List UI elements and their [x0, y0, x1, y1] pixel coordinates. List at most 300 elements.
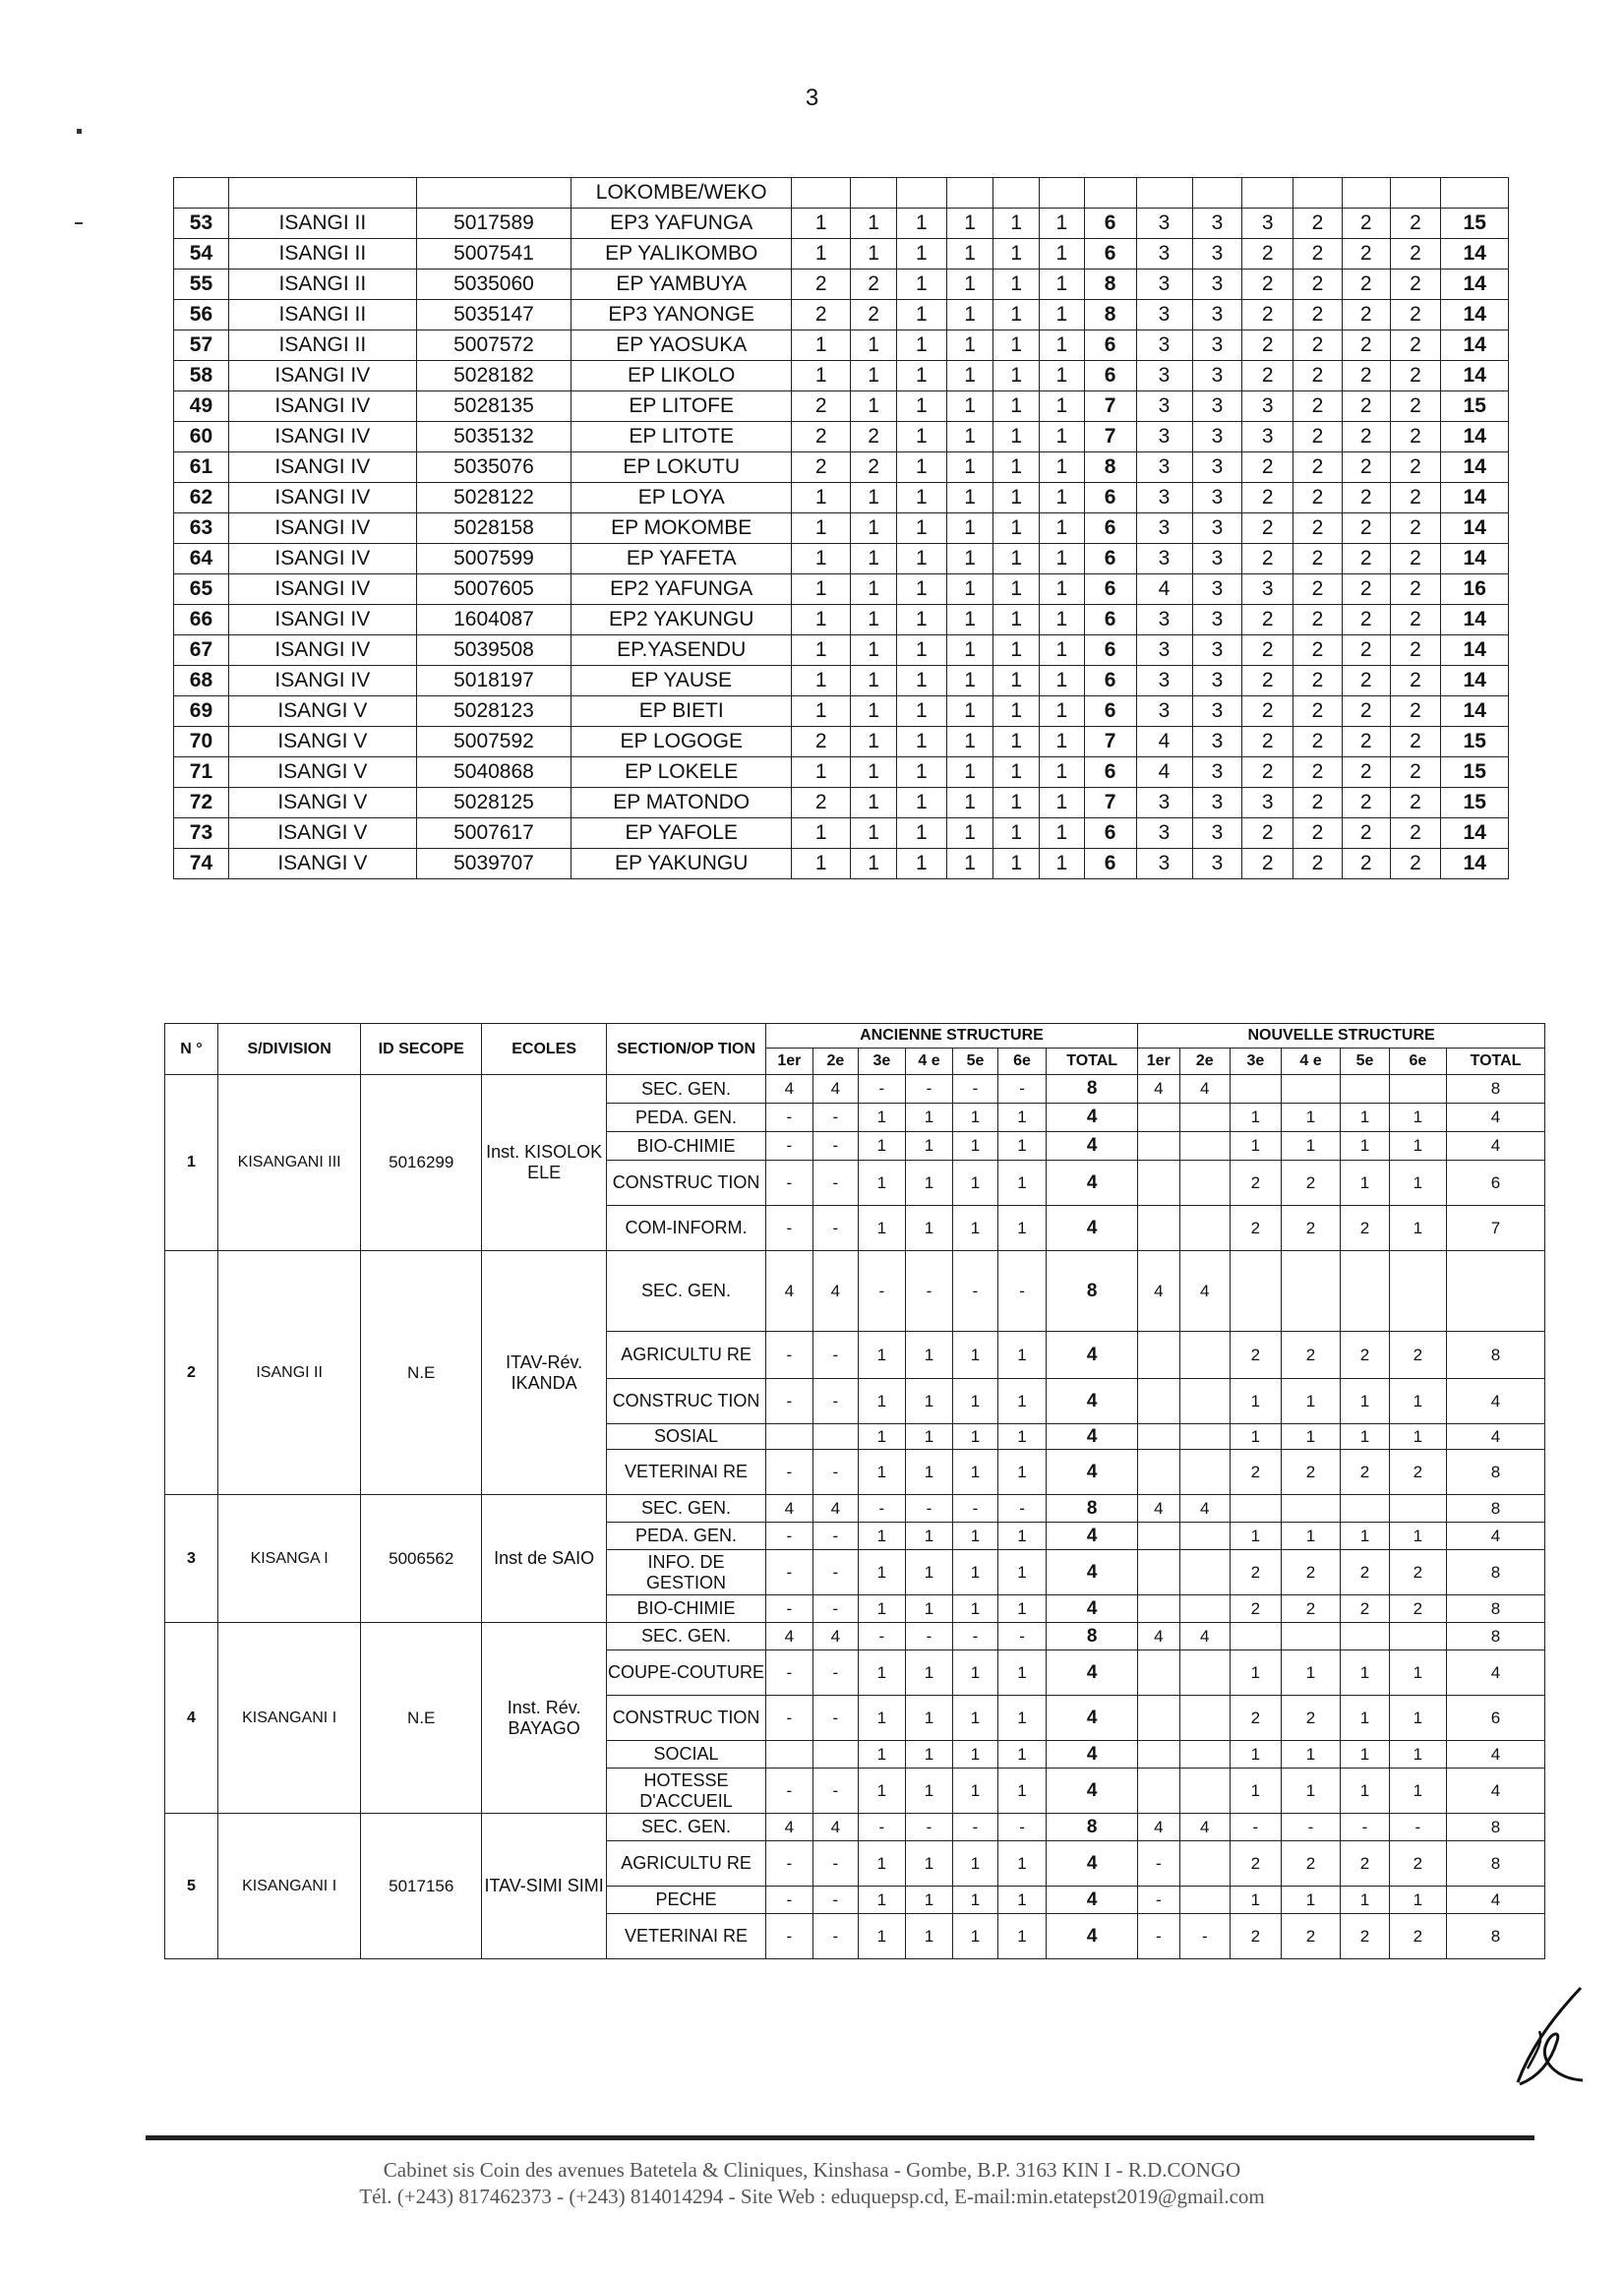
subheader-nouvelle-6: 6e [1389, 1049, 1446, 1075]
anc-total-cell: 7 [1084, 391, 1136, 422]
nouv-3-cell: 2 [1242, 452, 1293, 483]
nouvelle-value [1179, 1887, 1231, 1914]
ancienne-value: - [997, 1623, 1046, 1650]
nouv-2-cell: 3 [1192, 666, 1242, 696]
nouvelle-value: 1 [1341, 1379, 1389, 1424]
sub-division-cell: ISANGI IV [228, 574, 416, 605]
id-secope-cell: 5028182 [416, 361, 571, 391]
anc-total-cell: 6 [1084, 757, 1136, 788]
nouv-2-cell: 3 [1192, 574, 1242, 605]
ancienne-value: - [765, 1104, 812, 1132]
anc-5-cell: 1 [993, 818, 1040, 849]
section-option: COM-INFORM. [607, 1206, 766, 1251]
sub-division-cell: ISANGI V [228, 818, 416, 849]
nouvelle-value: 1 [1389, 1379, 1446, 1424]
nouv-4-cell: 2 [1293, 300, 1343, 330]
nouvelle-value: 1 [1231, 1887, 1282, 1914]
anc-5-cell: 1 [993, 605, 1040, 635]
sub-division-cell: ISANGI II [228, 270, 416, 300]
ancienne-value: - [765, 1523, 812, 1550]
nouv-6-cell: 2 [1390, 239, 1441, 270]
anc-5-cell: 1 [993, 757, 1040, 788]
ancienne-total: 4 [1047, 1595, 1138, 1623]
school-name: ITAV-SIMI SIMI [482, 1814, 607, 1959]
nouv-4-cell: 2 [1293, 239, 1343, 270]
nouv-1-cell: 3 [1136, 849, 1192, 879]
ancienne-value: - [765, 1161, 812, 1206]
id-secope-cell: 5007599 [416, 544, 571, 574]
sub-division-cell: ISANGI IV [228, 422, 416, 452]
nouvelle-value: 1 [1341, 1104, 1389, 1132]
nouv-6-cell: 2 [1390, 605, 1441, 635]
anc-4-cell: 1 [946, 666, 993, 696]
anc-6-cell: 1 [1040, 727, 1085, 757]
id-secope-cell: 5007617 [416, 818, 571, 849]
anc-6-cell: 1 [1040, 391, 1085, 422]
nouv-4-cell: 2 [1293, 696, 1343, 727]
ancienne-value: 1 [953, 1914, 998, 1959]
sub-division-cell: ISANGI IV [228, 666, 416, 696]
ancienne-value: 1 [997, 1104, 1046, 1132]
nouvelle-total: 6 [1447, 1696, 1545, 1741]
nouv-total-cell: 14 [1441, 635, 1509, 666]
id-secope: 5006562 [361, 1495, 482, 1623]
anc-2-cell: 1 [851, 209, 897, 239]
school-name-cell: EP LITOFE [571, 391, 792, 422]
nouvelle-value: 1 [1281, 1741, 1341, 1769]
nouvelle-value: 1 [1231, 1769, 1282, 1814]
anc-3-cell: 1 [896, 361, 946, 391]
nouv-2-cell: 3 [1192, 544, 1242, 574]
nouv-6-cell: 2 [1390, 635, 1441, 666]
school-name-cell: EP YAMBUYA [571, 270, 792, 300]
nouv-2-cell: 3 [1192, 239, 1242, 270]
nouv-2-cell: 3 [1192, 757, 1242, 788]
section-option: INFO. DE GESTION [607, 1550, 766, 1595]
anc-2-cell: 1 [851, 727, 897, 757]
footer-rule [146, 2135, 1534, 2140]
nouvelle-total: 4 [1447, 1769, 1545, 1814]
id-secope-cell: 5035132 [416, 422, 571, 452]
row-number-cell: 70 [174, 727, 229, 757]
table-row [174, 818, 1509, 849]
nouv-3-cell: 2 [1242, 330, 1293, 361]
section-option: SEC. GEN. [607, 1814, 766, 1841]
anc-1-cell: 1 [792, 757, 851, 788]
subheader-ancienne-2: 2e [812, 1049, 858, 1075]
ancienne-value: 1 [858, 1332, 905, 1379]
table-row [174, 696, 1509, 727]
nouv-6-cell: 2 [1390, 513, 1441, 544]
school-number: 2 [165, 1251, 218, 1495]
anc-3-cell: 1 [896, 818, 946, 849]
nouvelle-value [1138, 1132, 1179, 1161]
sub-division-cell: ISANGI IV [228, 391, 416, 422]
nouv-5-cell [1342, 178, 1390, 209]
nouv-total-cell: 14 [1441, 696, 1509, 727]
ancienne-total: 4 [1047, 1379, 1138, 1424]
ancienne-value: 4 [765, 1623, 812, 1650]
nouv-2-cell: 3 [1192, 209, 1242, 239]
ancienne-value: 1 [997, 1741, 1046, 1769]
nouvelle-total: 4 [1447, 1379, 1545, 1424]
nouv-4-cell: 2 [1293, 270, 1343, 300]
ancienne-value: - [812, 1914, 858, 1959]
ancienne-value: - [905, 1075, 952, 1104]
ancienne-value: 4 [812, 1251, 858, 1332]
nouv-4-cell: 2 [1293, 544, 1343, 574]
table-row [174, 452, 1509, 483]
nouv-total-cell: 14 [1441, 666, 1509, 696]
anc-6-cell: 1 [1040, 605, 1085, 635]
anc-2-cell: 1 [851, 818, 897, 849]
school-name-cell: EP3 YANONGE [571, 300, 792, 330]
nouv-2-cell: 3 [1192, 788, 1242, 818]
id-secope-cell: 5028135 [416, 391, 571, 422]
ancienne-value: - [858, 1623, 905, 1650]
nouvelle-value: 2 [1341, 1550, 1389, 1595]
table-row [174, 239, 1509, 270]
nouv-1-cell: 4 [1136, 757, 1192, 788]
table-row-continued [174, 178, 1509, 209]
anc-2-cell: 2 [851, 422, 897, 452]
anc-5-cell: 1 [993, 727, 1040, 757]
nouv-2-cell: 3 [1192, 391, 1242, 422]
ancienne-value: - [812, 1650, 858, 1696]
nouv-6-cell: 2 [1390, 574, 1441, 605]
nouv-1-cell: 3 [1136, 391, 1192, 422]
row-number-cell: 55 [174, 270, 229, 300]
nouvelle-total: 8 [1447, 1075, 1545, 1104]
anc-4-cell [946, 178, 993, 209]
id-secope-cell: 5017589 [416, 209, 571, 239]
nouv-1-cell: 3 [1136, 270, 1192, 300]
nouvelle-value [1179, 1450, 1231, 1495]
section-option: PEDA. GEN. [607, 1523, 766, 1550]
nouvelle-value: - [1389, 1814, 1446, 1841]
nouvelle-value: 1 [1341, 1769, 1389, 1814]
row-number-cell: 56 [174, 300, 229, 330]
nouvelle-value [1138, 1741, 1179, 1769]
ancienne-value: - [858, 1495, 905, 1523]
anc-6-cell: 1 [1040, 666, 1085, 696]
ancienne-value: 1 [905, 1104, 952, 1132]
nouv-2-cell: 3 [1192, 727, 1242, 757]
nouv-total-cell: 16 [1441, 574, 1509, 605]
nouvelle-value: 1 [1389, 1206, 1446, 1251]
school-name-cell: EP LITOTE [571, 422, 792, 452]
anc-total-cell: 6 [1084, 330, 1136, 361]
subheader-nouvelle-2: 2e [1179, 1049, 1231, 1075]
nouvelle-value [1281, 1251, 1341, 1332]
anc-3-cell: 1 [896, 666, 946, 696]
nouv-4-cell: 2 [1293, 330, 1343, 361]
ancienne-value: 1 [858, 1424, 905, 1450]
nouv-5-cell: 2 [1342, 209, 1390, 239]
nouv-total-cell: 15 [1441, 788, 1509, 818]
ancienne-value: 1 [997, 1887, 1046, 1914]
ancienne-value: 1 [953, 1424, 998, 1450]
ancienne-value: 1 [953, 1332, 998, 1379]
id-secope: 5017156 [361, 1814, 482, 1959]
anc-1-cell [792, 178, 851, 209]
margin-dash [75, 222, 83, 224]
anc-5-cell: 1 [993, 270, 1040, 300]
anc-1-cell: 1 [792, 544, 851, 574]
school-name-cell: LOKOMBE/WEKO [571, 178, 792, 209]
anc-5-cell: 1 [993, 849, 1040, 879]
nouvelle-value: 1 [1389, 1104, 1446, 1132]
nouvelle-value [1179, 1523, 1231, 1550]
nouv-4-cell: 2 [1293, 605, 1343, 635]
ancienne-value: - [765, 1550, 812, 1595]
subheader-nouvelle-3: 3e [1231, 1049, 1282, 1075]
anc-2-cell: 1 [851, 239, 897, 270]
anc-2-cell: 1 [851, 788, 897, 818]
sub-division-cell: ISANGI V [228, 849, 416, 879]
ancienne-value: 4 [765, 1814, 812, 1841]
sub-division-cell: ISANGI V [228, 788, 416, 818]
ancienne-value: - [765, 1841, 812, 1887]
nouvelle-total: 8 [1447, 1495, 1545, 1523]
anc-2-cell [851, 178, 897, 209]
nouvelle-value [1138, 1332, 1179, 1379]
anc-4-cell: 1 [946, 544, 993, 574]
ancienne-value: - [812, 1104, 858, 1132]
nouv-4-cell: 2 [1293, 483, 1343, 513]
nouvelle-value: 1 [1281, 1132, 1341, 1161]
nouv-4-cell: 2 [1293, 849, 1343, 879]
nouv-4-cell: 2 [1293, 452, 1343, 483]
row-number-cell: 64 [174, 544, 229, 574]
secondary-schools-table [164, 1023, 1545, 1959]
ancienne-value: 1 [905, 1424, 952, 1450]
nouv-3-cell: 3 [1242, 788, 1293, 818]
nouvelle-value: 2 [1341, 1595, 1389, 1623]
school-name-cell: EP YAOSUKA [571, 330, 792, 361]
header-nouvelle-structure: NOUVELLE STRUCTURE [1138, 1024, 1545, 1049]
nouv-5-cell: 2 [1342, 666, 1390, 696]
nouv-2-cell: 3 [1192, 818, 1242, 849]
anc-1-cell: 2 [792, 788, 851, 818]
nouvelle-value: 2 [1389, 1914, 1446, 1959]
ancienne-value: - [765, 1914, 812, 1959]
footer-contact: Tél. (+243) 817462373 - (+243) 814014294 - Site Web : eduquepsp.cd, E-mail:min.etatepst2019@gmail.com [359, 2185, 1265, 2208]
nouv-total-cell: 14 [1441, 300, 1509, 330]
nouvelle-value: 4 [1138, 1075, 1179, 1104]
anc-2-cell: 1 [851, 757, 897, 788]
ancienne-value: 4 [765, 1251, 812, 1332]
primary-schools-table [173, 177, 1509, 879]
nouvelle-value: 1 [1389, 1132, 1446, 1161]
anc-6-cell: 1 [1040, 818, 1085, 849]
nouv-total-cell: 15 [1441, 727, 1509, 757]
anc-1-cell: 1 [792, 605, 851, 635]
ancienne-value: - [905, 1814, 952, 1841]
nouv-total-cell: 14 [1441, 483, 1509, 513]
anc-5-cell: 1 [993, 422, 1040, 452]
sub-division-cell: ISANGI IV [228, 452, 416, 483]
section-row [165, 1495, 1545, 1523]
anc-total-cell: 6 [1084, 239, 1136, 270]
sub-division: KISANGANI I [217, 1814, 361, 1959]
nouvelle-value: 2 [1281, 1841, 1341, 1887]
nouvelle-total: 8 [1447, 1550, 1545, 1595]
ancienne-total: 4 [1047, 1206, 1138, 1251]
nouv-4-cell: 2 [1293, 635, 1343, 666]
nouv-6-cell: 2 [1390, 757, 1441, 788]
nouv-3-cell: 2 [1242, 483, 1293, 513]
nouvelle-value: 2 [1389, 1450, 1446, 1495]
nouvelle-value: 4 [1138, 1251, 1179, 1332]
nouv-total-cell: 15 [1441, 209, 1509, 239]
anc-2-cell: 2 [851, 452, 897, 483]
ancienne-value: 1 [997, 1424, 1046, 1450]
school-name-cell: EP LOKUTU [571, 452, 792, 483]
nouvelle-value: 1 [1389, 1887, 1446, 1914]
ancienne-value: 1 [905, 1887, 952, 1914]
nouv-1-cell: 3 [1136, 361, 1192, 391]
ancienne-value: 1 [997, 1696, 1046, 1741]
anc-1-cell: 1 [792, 818, 851, 849]
header-ancienne-structure: ANCIENNE STRUCTURE [765, 1024, 1137, 1049]
anc-6-cell: 1 [1040, 361, 1085, 391]
table-row [174, 270, 1509, 300]
anc-5-cell: 1 [993, 788, 1040, 818]
row-number-cell: 58 [174, 361, 229, 391]
ancienne-value: - [858, 1251, 905, 1332]
nouv-5-cell: 2 [1342, 422, 1390, 452]
nouvelle-value: 1 [1341, 1132, 1389, 1161]
section-option: HOTESSE D'ACCUEIL [607, 1769, 766, 1814]
nouv-1-cell: 3 [1136, 605, 1192, 635]
ancienne-value: - [812, 1132, 858, 1161]
ancienne-value: 1 [858, 1523, 905, 1550]
anc-5-cell: 1 [993, 300, 1040, 330]
row-number-cell: 54 [174, 239, 229, 270]
ancienne-value: 4 [812, 1495, 858, 1523]
ancienne-value: 1 [953, 1841, 998, 1887]
anc-4-cell: 1 [946, 391, 993, 422]
school-name-cell: EP YAKUNGU [571, 849, 792, 879]
anc-1-cell: 2 [792, 270, 851, 300]
ancienne-value: 1 [953, 1696, 998, 1741]
row-number-cell: 57 [174, 330, 229, 361]
id-secope-cell: 5039707 [416, 849, 571, 879]
nouvelle-total: 4 [1447, 1132, 1545, 1161]
page-number: 3 [805, 85, 819, 111]
anc-5-cell: 1 [993, 239, 1040, 270]
nouv-6-cell: 2 [1390, 727, 1441, 757]
anc-4-cell: 1 [946, 513, 993, 544]
ancienne-total: 8 [1047, 1814, 1138, 1841]
nouv-3-cell: 2 [1242, 696, 1293, 727]
nouv-6-cell: 2 [1390, 818, 1441, 849]
nouv-4-cell [1293, 178, 1343, 209]
nouv-3-cell: 3 [1242, 574, 1293, 605]
nouvelle-value [1179, 1161, 1231, 1206]
anc-3-cell: 1 [896, 300, 946, 330]
ancienne-value: 1 [905, 1650, 952, 1696]
row-number-cell: 72 [174, 788, 229, 818]
nouvelle-value [1341, 1623, 1389, 1650]
nouvelle-total: 7 [1447, 1206, 1545, 1251]
anc-6-cell: 1 [1040, 574, 1085, 605]
school-name-cell: EP LOGOGE [571, 727, 792, 757]
anc-2-cell: 1 [851, 513, 897, 544]
anc-6-cell: 1 [1040, 635, 1085, 666]
ancienne-value: - [812, 1379, 858, 1424]
nouvelle-value: - [1281, 1814, 1341, 1841]
nouvelle-value [1138, 1550, 1179, 1595]
anc-4-cell: 1 [946, 300, 993, 330]
section-option: BIO-CHIMIE [607, 1595, 766, 1623]
nouvelle-value: 1 [1231, 1650, 1282, 1696]
ancienne-value: 1 [997, 1550, 1046, 1595]
nouvelle-value [1179, 1104, 1231, 1132]
section-option: COUPE-COUTURE [607, 1650, 766, 1696]
ancienne-total: 4 [1047, 1450, 1138, 1495]
anc-3-cell: 1 [896, 330, 946, 361]
ancienne-value: 1 [953, 1104, 998, 1132]
nouv-5-cell: 2 [1342, 727, 1390, 757]
nouv-2-cell: 3 [1192, 270, 1242, 300]
ancienne-value: - [765, 1450, 812, 1495]
sub-division-cell: ISANGI V [228, 696, 416, 727]
nouvelle-value: 1 [1389, 1424, 1446, 1450]
nouv-total-cell: 14 [1441, 330, 1509, 361]
section-option: BIO-CHIMIE [607, 1132, 766, 1161]
nouv-6-cell: 2 [1390, 330, 1441, 361]
nouv-1-cell: 3 [1136, 635, 1192, 666]
ancienne-value: 1 [997, 1650, 1046, 1696]
ancienne-value: 1 [858, 1161, 905, 1206]
nouv-2-cell: 3 [1192, 300, 1242, 330]
id-secope-cell [416, 178, 571, 209]
anc-3-cell: 1 [896, 270, 946, 300]
nouvelle-value: 2 [1231, 1696, 1282, 1741]
school-name: Inst de SAIO [482, 1495, 607, 1623]
row-number-cell: 62 [174, 483, 229, 513]
school-number: 1 [165, 1075, 218, 1251]
ancienne-value: 1 [905, 1206, 952, 1251]
nouvelle-value: 1 [1341, 1523, 1389, 1550]
anc-4-cell: 1 [946, 330, 993, 361]
ancienne-value: - [765, 1595, 812, 1623]
nouvelle-total [1447, 1251, 1545, 1332]
nouvelle-value [1231, 1495, 1282, 1523]
anc-1-cell: 1 [792, 666, 851, 696]
ancienne-value: 1 [858, 1450, 905, 1495]
nouvelle-value: 1 [1389, 1769, 1446, 1814]
id-secope-cell: 5007605 [416, 574, 571, 605]
nouv-5-cell: 2 [1342, 818, 1390, 849]
anc-total-cell: 6 [1084, 574, 1136, 605]
section-option: SOCIAL [607, 1741, 766, 1769]
nouvelle-value [1179, 1424, 1231, 1450]
anc-1-cell: 1 [792, 513, 851, 544]
nouv-5-cell: 2 [1342, 270, 1390, 300]
id-secope: N.E [361, 1251, 482, 1495]
anc-4-cell: 1 [946, 483, 993, 513]
nouv-6-cell: 2 [1390, 696, 1441, 727]
school-name: ITAV-Rév. IKANDA [482, 1251, 607, 1495]
nouvelle-value [1341, 1075, 1389, 1104]
nouv-total-cell: 14 [1441, 361, 1509, 391]
nouv-5-cell: 2 [1342, 605, 1390, 635]
nouv-3-cell: 2 [1242, 605, 1293, 635]
nouv-1-cell: 3 [1136, 422, 1192, 452]
